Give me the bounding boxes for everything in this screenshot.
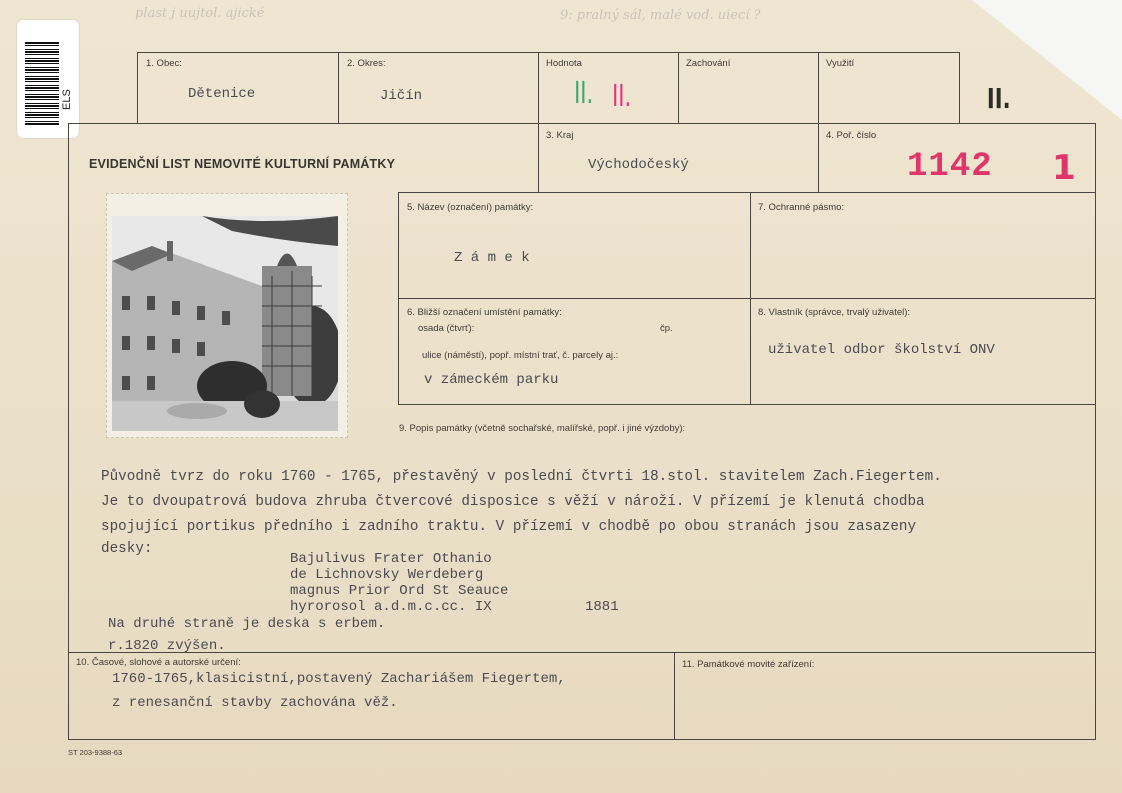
pencil-note-right: 9: pralný sál, malé vod. uiecí ? (560, 8, 761, 23)
casove-line-2: z renesanční stavby zachována věž. (112, 695, 398, 711)
inscription-line-3: magnus Prior Ord St Seauce (290, 583, 509, 599)
popis-note-2: r.1820 zvýšen. (108, 638, 226, 654)
umisteni-cp-label: čp. (660, 323, 673, 334)
umisteni-ulice-label: ulice (náměstí), popř. místní trať, č. parcely aj.: (422, 350, 619, 361)
umisteni-value: v zámeckém parku (424, 372, 559, 388)
vlastnik-value: uživatel odbor školství ONV (768, 342, 995, 358)
barcode-label: ELS (61, 89, 73, 110)
corner-mark: II. (986, 82, 1011, 115)
inscription-line-4: hyrorosol a.d.m.c.cc. IX (290, 599, 492, 615)
ochranne-pasmo-label: 7. Ochranné pásmo: (758, 202, 845, 213)
inscription-line-2: de Lichnovsky Werdeberg (290, 567, 484, 583)
poradove-cislo-label: 4. Poř. číslo (826, 130, 877, 141)
hodnota-pink-mark: II. (612, 79, 632, 114)
barcode-sticker (17, 20, 79, 138)
page-title: EVIDENČNÍ LIST NEMOVITÉ KULTURNÍ PAMÁTKY (89, 157, 396, 171)
popis-note-1: Na druhé straně je deska s erbem. (108, 616, 386, 632)
okres-label: 2. Okres: (347, 58, 386, 69)
popis-line-4: desky: (101, 541, 153, 557)
umisteni-label: 6. Bližší označení umístění památky: (407, 307, 562, 318)
inscription-line-1: Bajulivus Frater Othanio (290, 551, 492, 567)
castle-photo-icon (112, 216, 338, 431)
poradove-cislo-mark: 1 (1052, 148, 1076, 188)
footer-code: ST 203-9388-63 (68, 748, 123, 757)
pencil-note-left: plast j uujtol. ajické (135, 6, 265, 21)
casove-line-1: 1760-1765,klasicistní,postavený Zachariášem Fiegertem, (112, 671, 566, 687)
vyuziti-label: Využití (826, 58, 855, 69)
nazev-value: Z á m e k (454, 250, 530, 266)
popis-line-1: Původně tvrz do roku 1760 - 1765, přestavěný v poslední čtvrti 18.stol. stavitelem Zach.Fiegertem. (101, 469, 942, 485)
popis-label: 9. Popis památky (včetně sochařské, malířské, popř. i jiné výzdoby): (399, 423, 686, 434)
zachovani-label: Zachování (686, 58, 731, 69)
kraj-label: 3. Kraj (546, 130, 574, 141)
poradove-cislo-value: 1142 (907, 148, 993, 186)
hodnota-label: Hodnota (546, 58, 582, 69)
vlastnik-label: 8. Vlastník (správce, trvalý uživatel): (758, 307, 911, 318)
kraj-value: Východočeský (588, 157, 689, 173)
obec-value: Dětenice (188, 86, 256, 102)
monument-photo (106, 193, 348, 438)
inscription-year: 1881 (585, 599, 619, 615)
obec-label: 1. Obec: (146, 58, 182, 69)
nazev-label: 5. Název (označení) památky: (407, 202, 534, 213)
popis-line-2: Je to dvoupatrová budova zhruba čtvercové disposice s věží v nároží. V přízemí je klenutá chodba (101, 494, 925, 510)
umisteni-osada-label: osada (čtvrť): (418, 323, 475, 334)
popis-line-3: spojující portikus předního i zadního traktu. V přízemí v chodbě po obou stranách jsou zasazeny (101, 519, 917, 535)
casove-label: 10. Časové, slohové a autorské určení: (76, 657, 241, 668)
barcode-icon (25, 42, 59, 126)
hodnota-green-mark: II. (574, 76, 594, 111)
movite-label: 11. Památkové movité zařízení: (682, 659, 815, 670)
okres-value: Jičín (380, 88, 423, 104)
